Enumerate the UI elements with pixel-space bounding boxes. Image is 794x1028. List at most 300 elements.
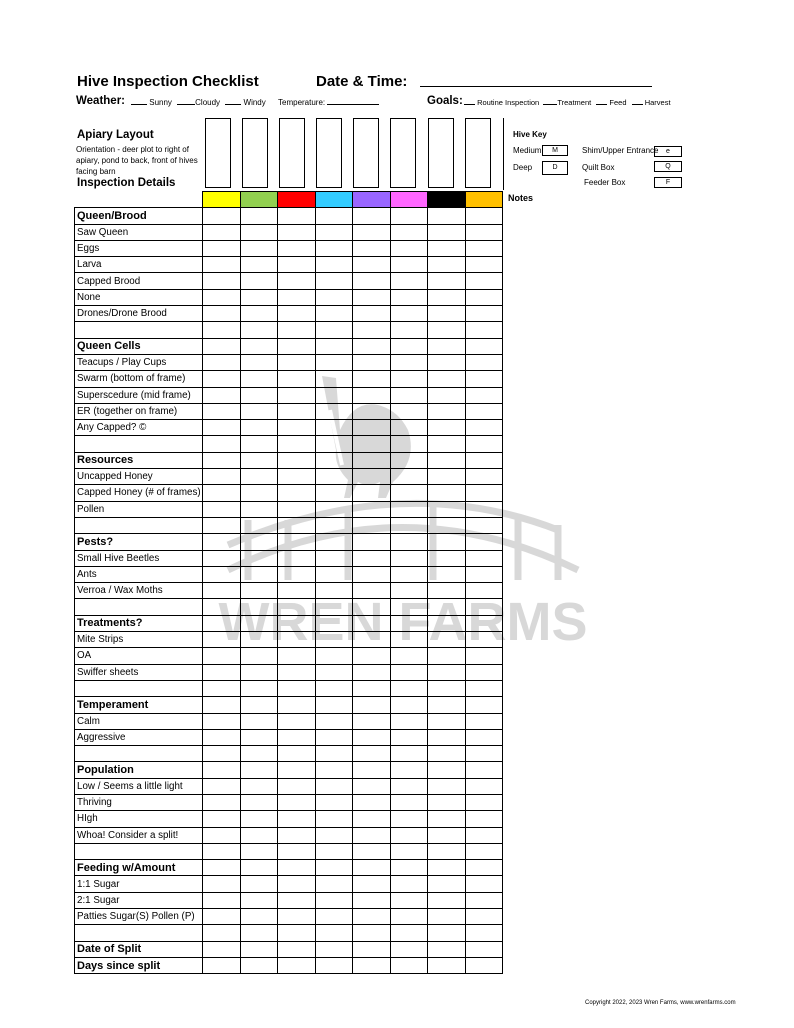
check-cell[interactable] — [465, 860, 503, 876]
check-cell[interactable] — [315, 811, 353, 827]
check-cell[interactable] — [465, 257, 503, 273]
check-cell[interactable] — [240, 762, 278, 778]
check-cell[interactable] — [278, 306, 316, 322]
check-cell[interactable] — [353, 632, 391, 648]
check-cell[interactable] — [240, 860, 278, 876]
check-cell[interactable] — [353, 583, 391, 599]
check-cell[interactable] — [315, 436, 353, 452]
hive-layout-box-8[interactable] — [465, 118, 491, 188]
check-cell[interactable] — [390, 240, 428, 256]
check-cell[interactable] — [203, 420, 241, 436]
check-cell[interactable] — [278, 632, 316, 648]
check-cell[interactable] — [465, 713, 503, 729]
check-cell[interactable] — [465, 925, 503, 941]
check-cell[interactable] — [428, 257, 466, 273]
check-cell[interactable] — [353, 452, 391, 468]
check-cell[interactable] — [390, 860, 428, 876]
check-cell[interactable] — [428, 827, 466, 843]
check-cell[interactable] — [240, 289, 278, 305]
check-cell[interactable] — [240, 469, 278, 485]
check-cell[interactable] — [203, 762, 241, 778]
check-cell[interactable] — [203, 778, 241, 794]
check-cell[interactable] — [353, 843, 391, 859]
check-cell[interactable] — [240, 257, 278, 273]
check-cell[interactable] — [203, 387, 241, 403]
check-cell[interactable] — [278, 892, 316, 908]
check-cell[interactable] — [278, 648, 316, 664]
check-cell[interactable] — [203, 941, 241, 957]
check-cell[interactable] — [428, 485, 466, 501]
check-cell[interactable] — [390, 306, 428, 322]
check-cell[interactable] — [278, 485, 316, 501]
check-cell[interactable] — [353, 697, 391, 713]
check-cell[interactable] — [240, 273, 278, 289]
check-cell[interactable] — [390, 729, 428, 745]
check-cell[interactable] — [315, 354, 353, 370]
check-cell[interactable] — [353, 436, 391, 452]
check-cell[interactable] — [278, 664, 316, 680]
check-cell[interactable] — [353, 257, 391, 273]
check-cell[interactable] — [428, 892, 466, 908]
check-cell[interactable] — [428, 566, 466, 582]
check-cell[interactable] — [428, 289, 466, 305]
check-cell[interactable] — [428, 371, 466, 387]
check-cell[interactable] — [428, 420, 466, 436]
check-cell[interactable] — [315, 566, 353, 582]
check-cell[interactable] — [315, 860, 353, 876]
check-cell[interactable] — [465, 583, 503, 599]
check-cell[interactable] — [315, 583, 353, 599]
check-cell[interactable] — [465, 306, 503, 322]
check-cell[interactable] — [203, 257, 241, 273]
check-cell[interactable] — [315, 338, 353, 354]
check-cell[interactable] — [465, 469, 503, 485]
check-cell[interactable] — [278, 599, 316, 615]
check-cell[interactable] — [240, 909, 278, 925]
check-cell[interactable] — [390, 452, 428, 468]
check-cell[interactable] — [278, 208, 316, 224]
check-cell[interactable] — [203, 729, 241, 745]
check-cell[interactable] — [428, 517, 466, 533]
check-cell[interactable] — [315, 273, 353, 289]
check-cell[interactable] — [240, 485, 278, 501]
check-cell[interactable] — [390, 354, 428, 370]
check-cell[interactable] — [240, 338, 278, 354]
check-cell[interactable] — [428, 957, 466, 973]
check-cell[interactable] — [428, 501, 466, 517]
check-cell[interactable] — [278, 778, 316, 794]
check-cell[interactable] — [465, 224, 503, 240]
check-cell[interactable] — [278, 240, 316, 256]
check-cell[interactable] — [315, 420, 353, 436]
check-cell[interactable] — [240, 957, 278, 973]
check-cell[interactable] — [203, 860, 241, 876]
check-cell[interactable] — [390, 517, 428, 533]
check-cell[interactable] — [465, 648, 503, 664]
check-cell[interactable] — [353, 338, 391, 354]
check-cell[interactable] — [315, 941, 353, 957]
check-cell[interactable] — [278, 794, 316, 810]
check-cell[interactable] — [428, 452, 466, 468]
check-cell[interactable] — [315, 680, 353, 696]
check-cell[interactable] — [428, 680, 466, 696]
check-cell[interactable] — [315, 957, 353, 973]
goal-blank[interactable] — [543, 103, 557, 105]
check-cell[interactable] — [278, 583, 316, 599]
check-cell[interactable] — [428, 240, 466, 256]
check-cell[interactable] — [315, 240, 353, 256]
goal-blank[interactable] — [632, 103, 643, 105]
check-cell[interactable] — [315, 713, 353, 729]
check-cell[interactable] — [203, 208, 241, 224]
check-cell[interactable] — [240, 811, 278, 827]
check-cell[interactable] — [240, 420, 278, 436]
check-cell[interactable] — [428, 403, 466, 419]
check-cell[interactable] — [203, 876, 241, 892]
check-cell[interactable] — [240, 664, 278, 680]
check-cell[interactable] — [278, 273, 316, 289]
check-cell[interactable] — [353, 306, 391, 322]
check-cell[interactable] — [315, 762, 353, 778]
check-cell[interactable] — [203, 550, 241, 566]
check-cell[interactable] — [428, 354, 466, 370]
check-cell[interactable] — [278, 371, 316, 387]
check-cell[interactable] — [203, 697, 241, 713]
check-cell[interactable] — [353, 420, 391, 436]
check-cell[interactable] — [465, 354, 503, 370]
check-cell[interactable] — [390, 827, 428, 843]
check-cell[interactable] — [465, 387, 503, 403]
check-cell[interactable] — [353, 273, 391, 289]
check-cell[interactable] — [465, 436, 503, 452]
check-cell[interactable] — [353, 794, 391, 810]
check-cell[interactable] — [428, 697, 466, 713]
check-cell[interactable] — [278, 713, 316, 729]
check-cell[interactable] — [390, 436, 428, 452]
check-cell[interactable] — [390, 778, 428, 794]
check-cell[interactable] — [353, 729, 391, 745]
check-cell[interactable] — [278, 941, 316, 957]
check-cell[interactable] — [315, 648, 353, 664]
check-cell[interactable] — [428, 534, 466, 550]
check-cell[interactable] — [315, 892, 353, 908]
check-cell[interactable] — [465, 517, 503, 533]
check-cell[interactable] — [390, 257, 428, 273]
check-cell[interactable] — [203, 224, 241, 240]
weather-blank[interactable] — [131, 103, 147, 105]
check-cell[interactable] — [428, 599, 466, 615]
check-cell[interactable] — [315, 387, 353, 403]
check-cell[interactable] — [390, 664, 428, 680]
check-cell[interactable] — [203, 566, 241, 582]
check-cell[interactable] — [353, 892, 391, 908]
check-cell[interactable] — [390, 941, 428, 957]
check-cell[interactable] — [203, 648, 241, 664]
hive-layout-box-4[interactable] — [316, 118, 342, 188]
check-cell[interactable] — [390, 957, 428, 973]
check-cell[interactable] — [465, 273, 503, 289]
check-cell[interactable] — [240, 403, 278, 419]
check-cell[interactable] — [353, 599, 391, 615]
check-cell[interactable] — [315, 534, 353, 550]
check-cell[interactable] — [278, 811, 316, 827]
check-cell[interactable] — [203, 713, 241, 729]
check-cell[interactable] — [315, 403, 353, 419]
check-cell[interactable] — [428, 664, 466, 680]
check-cell[interactable] — [353, 860, 391, 876]
check-cell[interactable] — [353, 811, 391, 827]
check-cell[interactable] — [465, 876, 503, 892]
check-cell[interactable] — [428, 322, 466, 338]
check-cell[interactable] — [353, 289, 391, 305]
check-cell[interactable] — [390, 208, 428, 224]
hive-layout-box-3[interactable] — [279, 118, 305, 188]
check-cell[interactable] — [278, 354, 316, 370]
hive-layout-box-2[interactable] — [242, 118, 268, 188]
check-cell[interactable] — [390, 762, 428, 778]
weather-blank[interactable] — [177, 103, 195, 105]
check-cell[interactable] — [428, 224, 466, 240]
check-cell[interactable] — [203, 322, 241, 338]
weather-blank[interactable] — [225, 103, 241, 105]
check-cell[interactable] — [203, 534, 241, 550]
check-cell[interactable] — [240, 746, 278, 762]
check-cell[interactable] — [203, 371, 241, 387]
check-cell[interactable] — [390, 371, 428, 387]
check-cell[interactable] — [390, 713, 428, 729]
check-cell[interactable] — [315, 517, 353, 533]
check-cell[interactable] — [390, 680, 428, 696]
check-cell[interactable] — [353, 224, 391, 240]
check-cell[interactable] — [428, 550, 466, 566]
check-cell[interactable] — [465, 485, 503, 501]
check-cell[interactable] — [203, 827, 241, 843]
check-cell[interactable] — [278, 387, 316, 403]
check-cell[interactable] — [203, 469, 241, 485]
check-cell[interactable] — [353, 403, 391, 419]
check-cell[interactable] — [203, 615, 241, 631]
check-cell[interactable] — [278, 925, 316, 941]
check-cell[interactable] — [240, 566, 278, 582]
check-cell[interactable] — [278, 469, 316, 485]
check-cell[interactable] — [353, 387, 391, 403]
check-cell[interactable] — [428, 615, 466, 631]
check-cell[interactable] — [278, 957, 316, 973]
check-cell[interactable] — [240, 354, 278, 370]
check-cell[interactable] — [353, 762, 391, 778]
hive-layout-box-7[interactable] — [428, 118, 454, 188]
check-cell[interactable] — [278, 680, 316, 696]
check-cell[interactable] — [203, 354, 241, 370]
check-cell[interactable] — [240, 550, 278, 566]
check-cell[interactable] — [465, 957, 503, 973]
check-cell[interactable] — [240, 941, 278, 957]
check-cell[interactable] — [240, 713, 278, 729]
check-cell[interactable] — [240, 224, 278, 240]
check-cell[interactable] — [240, 599, 278, 615]
check-cell[interactable] — [465, 680, 503, 696]
check-cell[interactable] — [240, 794, 278, 810]
check-cell[interactable] — [428, 729, 466, 745]
check-cell[interactable] — [315, 794, 353, 810]
check-cell[interactable] — [315, 469, 353, 485]
check-cell[interactable] — [353, 354, 391, 370]
goal-blank[interactable] — [596, 103, 607, 105]
check-cell[interactable] — [240, 534, 278, 550]
check-cell[interactable] — [428, 338, 466, 354]
check-cell[interactable] — [240, 843, 278, 859]
check-cell[interactable] — [465, 762, 503, 778]
check-cell[interactable] — [353, 501, 391, 517]
check-cell[interactable] — [465, 843, 503, 859]
check-cell[interactable] — [203, 273, 241, 289]
check-cell[interactable] — [240, 827, 278, 843]
check-cell[interactable] — [315, 257, 353, 273]
check-cell[interactable] — [465, 322, 503, 338]
check-cell[interactable] — [465, 632, 503, 648]
check-cell[interactable] — [203, 599, 241, 615]
check-cell[interactable] — [240, 240, 278, 256]
check-cell[interactable] — [465, 778, 503, 794]
check-cell[interactable] — [465, 615, 503, 631]
check-cell[interactable] — [203, 680, 241, 696]
check-cell[interactable] — [390, 925, 428, 941]
check-cell[interactable] — [353, 957, 391, 973]
check-cell[interactable] — [353, 208, 391, 224]
check-cell[interactable] — [390, 648, 428, 664]
check-cell[interactable] — [315, 599, 353, 615]
check-cell[interactable] — [240, 925, 278, 941]
check-cell[interactable] — [390, 876, 428, 892]
check-cell[interactable] — [390, 892, 428, 908]
check-cell[interactable] — [203, 925, 241, 941]
check-cell[interactable] — [315, 550, 353, 566]
check-cell[interactable] — [465, 403, 503, 419]
check-cell[interactable] — [278, 876, 316, 892]
check-cell[interactable] — [315, 778, 353, 794]
check-cell[interactable] — [428, 909, 466, 925]
hive-layout-box-5[interactable] — [353, 118, 379, 188]
check-cell[interactable] — [353, 876, 391, 892]
check-cell[interactable] — [353, 746, 391, 762]
check-cell[interactable] — [203, 306, 241, 322]
check-cell[interactable] — [428, 746, 466, 762]
check-cell[interactable] — [240, 697, 278, 713]
check-cell[interactable] — [240, 876, 278, 892]
check-cell[interactable] — [278, 338, 316, 354]
check-cell[interactable] — [278, 534, 316, 550]
check-cell[interactable] — [465, 664, 503, 680]
check-cell[interactable] — [203, 957, 241, 973]
check-cell[interactable] — [353, 713, 391, 729]
check-cell[interactable] — [390, 469, 428, 485]
check-cell[interactable] — [203, 909, 241, 925]
check-cell[interactable] — [428, 632, 466, 648]
check-cell[interactable] — [353, 534, 391, 550]
check-cell[interactable] — [315, 306, 353, 322]
check-cell[interactable] — [240, 615, 278, 631]
check-cell[interactable] — [315, 697, 353, 713]
check-cell[interactable] — [203, 632, 241, 648]
check-cell[interactable] — [465, 371, 503, 387]
check-cell[interactable] — [240, 208, 278, 224]
check-cell[interactable] — [315, 485, 353, 501]
check-cell[interactable] — [315, 746, 353, 762]
check-cell[interactable] — [353, 615, 391, 631]
check-cell[interactable] — [428, 843, 466, 859]
check-cell[interactable] — [278, 257, 316, 273]
check-cell[interactable] — [315, 452, 353, 468]
check-cell[interactable] — [278, 322, 316, 338]
hive-layout-box-1[interactable] — [205, 118, 231, 188]
check-cell[interactable] — [278, 224, 316, 240]
check-cell[interactable] — [278, 843, 316, 859]
check-cell[interactable] — [203, 452, 241, 468]
check-cell[interactable] — [353, 517, 391, 533]
check-cell[interactable] — [465, 208, 503, 224]
check-cell[interactable] — [203, 811, 241, 827]
check-cell[interactable] — [465, 794, 503, 810]
check-cell[interactable] — [428, 860, 466, 876]
check-cell[interactable] — [465, 729, 503, 745]
check-cell[interactable] — [353, 664, 391, 680]
check-cell[interactable] — [353, 909, 391, 925]
check-cell[interactable] — [465, 697, 503, 713]
check-cell[interactable] — [428, 941, 466, 957]
check-cell[interactable] — [278, 909, 316, 925]
check-cell[interactable] — [315, 925, 353, 941]
check-cell[interactable] — [428, 387, 466, 403]
check-cell[interactable] — [390, 697, 428, 713]
check-cell[interactable] — [315, 827, 353, 843]
check-cell[interactable] — [240, 648, 278, 664]
check-cell[interactable] — [315, 909, 353, 925]
check-cell[interactable] — [353, 925, 391, 941]
check-cell[interactable] — [278, 827, 316, 843]
check-cell[interactable] — [278, 746, 316, 762]
check-cell[interactable] — [315, 632, 353, 648]
check-cell[interactable] — [465, 338, 503, 354]
check-cell[interactable] — [240, 371, 278, 387]
check-cell[interactable] — [465, 240, 503, 256]
check-cell[interactable] — [390, 338, 428, 354]
check-cell[interactable] — [203, 485, 241, 501]
check-cell[interactable] — [315, 208, 353, 224]
check-cell[interactable] — [465, 827, 503, 843]
check-cell[interactable] — [390, 273, 428, 289]
check-cell[interactable] — [278, 729, 316, 745]
check-cell[interactable] — [465, 892, 503, 908]
check-cell[interactable] — [390, 811, 428, 827]
check-cell[interactable] — [428, 762, 466, 778]
check-cell[interactable] — [278, 697, 316, 713]
check-cell[interactable] — [203, 843, 241, 859]
check-cell[interactable] — [390, 843, 428, 859]
check-cell[interactable] — [390, 485, 428, 501]
check-cell[interactable] — [315, 843, 353, 859]
check-cell[interactable] — [353, 566, 391, 582]
check-cell[interactable] — [390, 387, 428, 403]
check-cell[interactable] — [240, 729, 278, 745]
check-cell[interactable] — [203, 794, 241, 810]
check-cell[interactable] — [240, 452, 278, 468]
check-cell[interactable] — [278, 289, 316, 305]
check-cell[interactable] — [353, 240, 391, 256]
check-cell[interactable] — [203, 583, 241, 599]
check-cell[interactable] — [353, 648, 391, 664]
check-cell[interactable] — [465, 941, 503, 957]
check-cell[interactable] — [203, 403, 241, 419]
